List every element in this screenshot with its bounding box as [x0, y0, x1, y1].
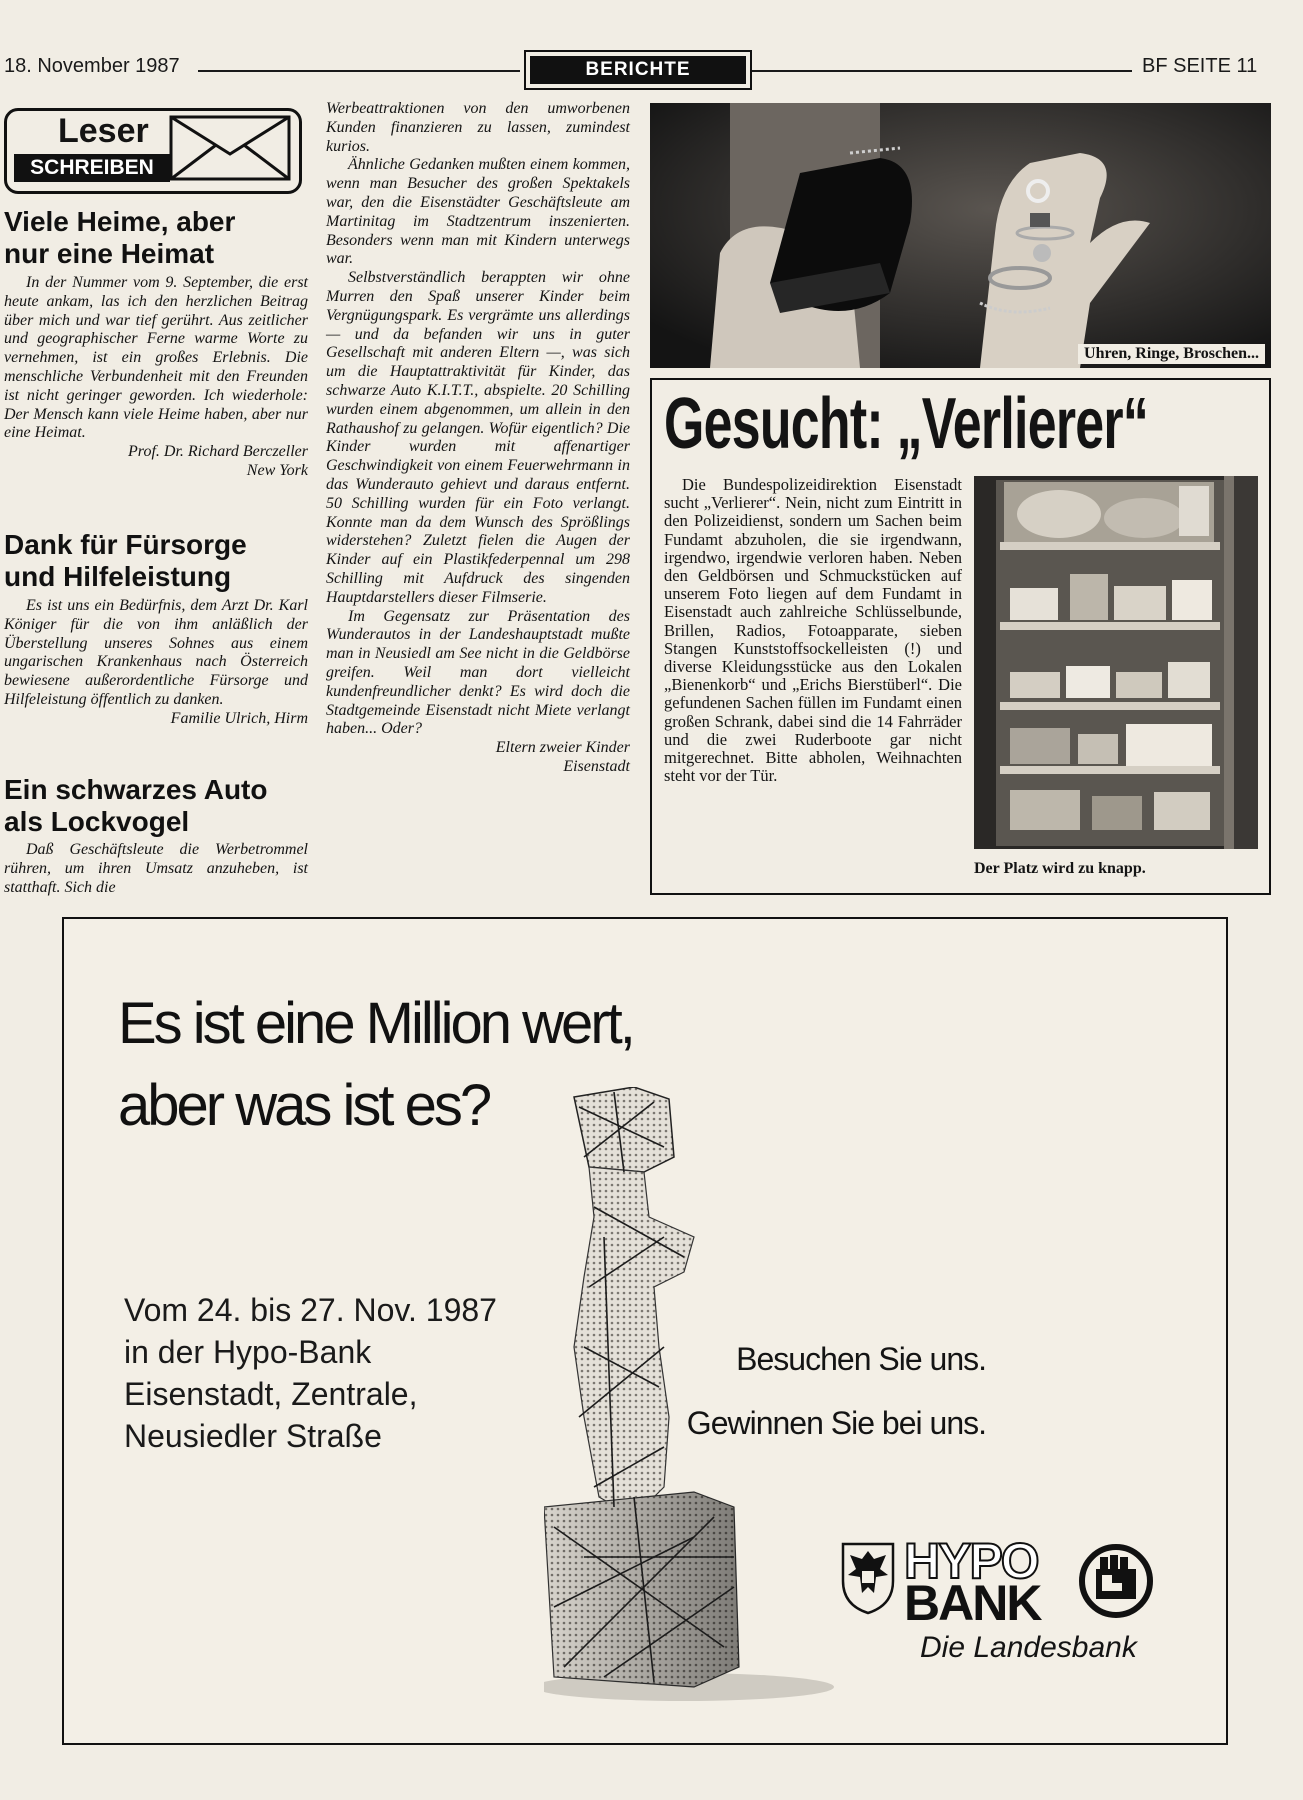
letter-3-signature: Eltern zweier Kinder — [495, 739, 630, 757]
letter-3-headline-line1: Ein schwarzes Auto — [4, 774, 268, 805]
section-label-box — [524, 50, 752, 90]
ad-date-line4: Neusiedler Straße — [124, 1418, 382, 1454]
letter-2-body: Es ist uns ein Bedürfnis, dem Arzt Dr. Karl Königer für die von ihm anläßlich der Überstellung unseres Sohnes aus einem ungarischen Krankenhaus nach Österreich bewiesene außerordentliche Fürsorge und Hilfeleistung öffentlich zu danken. — [4, 597, 308, 708]
letter-1-headline — [4, 206, 235, 270]
letter-2-headline — [4, 529, 247, 593]
ad-visit-text: Besuchen Sie uns. — [736, 1341, 986, 1377]
article-body: Die Bundespolizeidirektion Eisenstadt sucht „Verlierer“. Nein, nicht zum Eintritt in den Polizeidienst, sondern um Sachen beim Fundamt abzuholen, die sie irgendwann, irgendwo, irgendwie verloren haben. Neben den Geldbörsen und Schmuckstücken auf unserem Foto liegen auf dem Fundamt in Eisenstadt auch zahlreiche Schlüsselbunde, Brillen, Radios, Fotoapparate, sieben Stangen Kunststoffsockelleisten (!) und diverse Kleidungsstücke aus den Lokalen „Bienenkorb“ und „Erichs Bierstüberl“. Die gefundenen Sachen füllen im Fundamt einen großen Schrank, dabei sind die 14 Fahrräder und die zwei Ruderboote gar nicht mitgerechnet. Bitte abholen, Weihnachten steht vor der Tür. — [664, 475, 962, 786]
hypo-logo-text: HYPO — [904, 1533, 1038, 1589]
header-rule-right — [752, 70, 1132, 72]
hypo-tagline: Die Landesbank — [920, 1631, 1137, 1664]
article-box-verlierer — [650, 378, 1271, 895]
hypo-bank-advertisement — [62, 917, 1228, 1745]
photo-lost-property-cabinet — [974, 476, 1258, 849]
letter-2-headline-line2: und Hilfeleistung — [4, 561, 232, 592]
letter-3-paragraph-1: Werbeattraktionen von den umworbenen Kunden finanzieren zu lassen, zumindest kurios. — [326, 100, 630, 155]
letter-1-headline-line2: nur eine Heimat — [4, 238, 215, 269]
section-label: BERICHTE — [530, 56, 746, 84]
ad-win-text: Gewinnen Sie bei uns. — [686, 1405, 986, 1441]
letter-1-signature: Prof. Dr. Richard Berczeller — [128, 443, 308, 461]
letter-3-signature-place: Eisenstadt — [563, 757, 630, 775]
letter-2 — [4, 597, 308, 729]
ad-headline-line1: Es ist eine Million wert, — [118, 991, 633, 1056]
letter-3-headline — [4, 774, 267, 838]
letter-2-signature: Familie Ulrich, Hirm — [170, 709, 308, 727]
logo-leser-text: Leser — [58, 112, 149, 150]
page-number: BF SEITE 11 — [1142, 55, 1258, 77]
hands-jewelry-image — [650, 103, 1271, 368]
photo-hands-jewelry — [650, 103, 1271, 368]
header-rule-left — [198, 70, 520, 72]
letter-1-body: In der Nummer vom 9. September, die erst heute ankam, las ich den herzlichen Beitrag über mich und war tief gerührt. Aus zeitlicher und geographischer Ferne warme Worte zu vernehmen, ist ein großes Erlebnis. Die menschliche Verbundenheit mit den Freunden ist nicht geringer geworden. Ich wiederhole: Der Mensch kann viele Heime haben, aber nur eine Heimat. — [4, 274, 308, 442]
letter-1-headline-line1: Viele Heime, aber — [4, 206, 236, 237]
issue-date: 18. November 1987 — [4, 55, 180, 77]
bank-logo-text: BANK — [904, 1575, 1041, 1631]
photo-hands-caption: Uhren, Ringe, Broschen... — [1078, 344, 1265, 364]
ad-headline-line2: aber was ist es? — [118, 1073, 490, 1138]
letter-3-paragraph-4: Im Gegensatz zur Präsentation des Wunderautos in der Landeshauptstadt mußte man in Neusiedl am See nicht in die Geldbörse greifen. Weil man dort vielleicht kundenfreundlicher denkt? Es wird doch die Stadtgemeinde Eisenstadt nicht Miete verlangt haben... Oder? — [326, 607, 630, 738]
letter-3-paragraph-3: Selbstverständlich berappten wir ohne Murren den Spaß unserer Kinder beim Vergnügungspark. Es vergrämte uns allerdings — und da befanden wir uns in guter Gesellschaft mit anderen Eltern —, was sich um die Hauptattraktivität für Kinder, das schwarze Auto K.I.T.T., abspielte. 20 Schilling wurden einem abgenommen, um allein in den Rathaushof zu gelangen. Wofür eigentlich? Die Kinder wurden mit affenartiger Geschwindigkeit von einem Feuerwehrmann in das Wunderauto gehievt und daraus entfernt. 50 Schilling wurden für ein Foto verlangt. Konnte man da dem Wunsch des Sprößlings widerstehen? Zuletzt fielen die Augen der Kinder auf ein Plastikfederpennal um 298 Schilling mit Aufdruck des singenden Hauptdarstellers dieser Filmserie. — [326, 269, 630, 606]
letter-3-start — [4, 841, 308, 897]
ad-date-line3: Eisenstadt, Zentrale, — [124, 1376, 418, 1412]
letter-3-body-part1: Daß Geschäftsleute die Werbetrommel rühren, um ihren Umsatz anzuheben, ist statthaft. Sich die — [4, 841, 308, 896]
letter-3-continued — [326, 100, 630, 777]
leser-schreiben-logo — [4, 108, 306, 200]
ad-event-details — [124, 1289, 497, 1457]
hand-symbol-icon — [1078, 1543, 1154, 1619]
coat-of-arms-icon — [840, 1541, 896, 1615]
article-body-column — [664, 476, 962, 785]
cabinet-shelves-image — [974, 476, 1258, 849]
letter-2-headline-line1: Dank für Fürsorge — [4, 529, 247, 560]
wrapped-sculpture-image — [544, 1087, 864, 1707]
envelope-icon — [168, 114, 292, 182]
ad-date-line1: Vom 24. bis 27. Nov. 1987 — [124, 1292, 497, 1328]
article-headline: Gesucht: „Verlierer“ — [664, 384, 1149, 464]
cabinet-photo-caption: Der Platz wird zu knapp. — [974, 860, 1146, 877]
logo-schreiben-text: SCHREIBEN — [14, 154, 170, 182]
letter-3-headline-line2: als Lockvogel — [4, 806, 190, 837]
ad-date-line2: in der Hypo-Bank — [124, 1334, 372, 1370]
letter-1-signature-place: New York — [246, 461, 308, 479]
letter-1 — [4, 274, 308, 481]
letter-3-paragraph-2: Ähnliche Gedanken mußten einem kommen, wenn man Besucher des großen Spektakels war, den die Eisenstädter Geschäftsleute am Martinitag im Stadtzentrum inszenierten. Besonders wenn man mit Kindern unterwegs war. — [326, 156, 630, 268]
